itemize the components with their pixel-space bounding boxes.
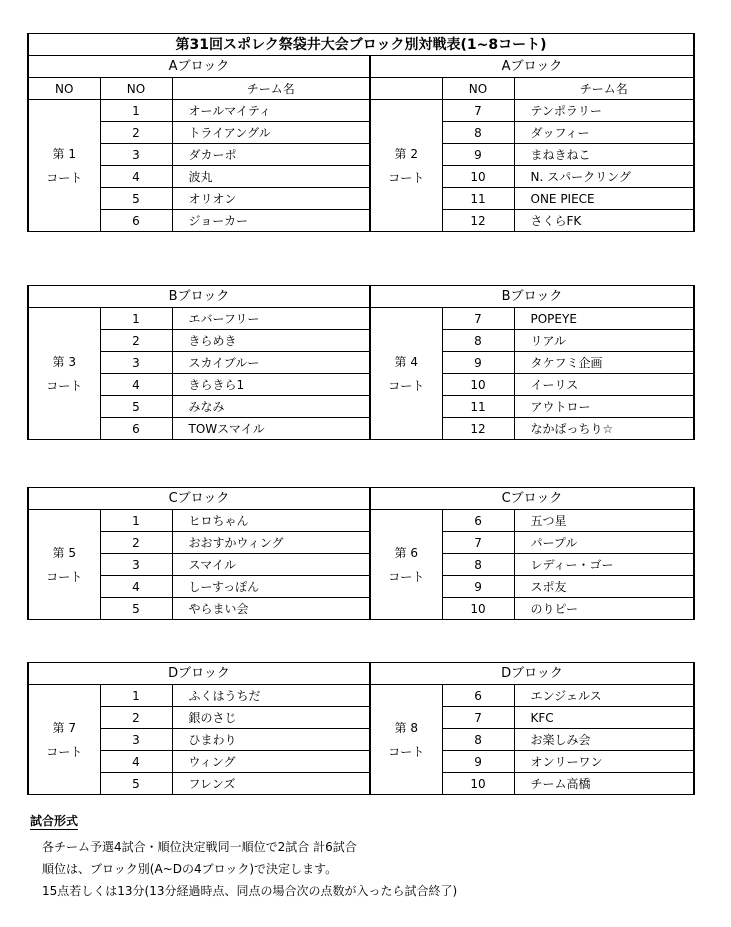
block-header: Aブロック bbox=[28, 56, 370, 78]
team-name: アウトロー bbox=[514, 396, 694, 418]
table-row bbox=[28, 510, 694, 532]
team-name: みなみ bbox=[172, 396, 370, 418]
court-label bbox=[28, 510, 100, 620]
column-header-no: NO bbox=[28, 78, 100, 100]
court-number: 第 2 bbox=[394, 146, 418, 161]
column-header-team: チーム名 bbox=[172, 78, 370, 100]
team-number: 8 bbox=[442, 122, 514, 144]
team-number: 11 bbox=[442, 188, 514, 210]
block-header: Bブロック bbox=[28, 286, 370, 308]
team-name: フレンズ bbox=[172, 773, 370, 795]
team-name: おおすかウィング bbox=[172, 532, 370, 554]
team-name: スポ友 bbox=[514, 576, 694, 598]
team-name: スカイブルー bbox=[172, 352, 370, 374]
team-name: きらきら1 bbox=[172, 374, 370, 396]
block-header: Dブロック bbox=[28, 663, 370, 685]
block-header: Dブロック bbox=[370, 663, 694, 685]
page-title: 第31回スポレク祭袋井大会ブロック別対戦表(1~8コート) bbox=[28, 34, 694, 56]
court-suffix: コート bbox=[388, 569, 425, 584]
team-number: 1 bbox=[100, 685, 172, 707]
table-row bbox=[28, 122, 694, 144]
team-number: 6 bbox=[442, 685, 514, 707]
table-row bbox=[28, 352, 694, 374]
team-name: タケフミ企画 bbox=[514, 352, 694, 374]
team-name: ひまわり bbox=[172, 729, 370, 751]
block-header: Cブロック bbox=[28, 488, 370, 510]
court-suffix: コート bbox=[46, 569, 83, 584]
team-name: まねきねこ bbox=[514, 144, 694, 166]
court-label bbox=[370, 308, 442, 440]
team-number: 10 bbox=[442, 166, 514, 188]
bracket-table-a bbox=[27, 33, 695, 232]
team-name: なかぱっちり☆ bbox=[514, 418, 694, 440]
team-number: 7 bbox=[442, 707, 514, 729]
team-name: オリオン bbox=[172, 188, 370, 210]
court-number: 第 6 bbox=[394, 545, 418, 560]
court-number: 第 3 bbox=[52, 354, 76, 369]
table-row bbox=[28, 773, 694, 795]
table-row bbox=[28, 751, 694, 773]
team-number: 4 bbox=[100, 374, 172, 396]
court-suffix: コート bbox=[388, 170, 425, 185]
table-row bbox=[28, 100, 694, 122]
block-header: Cブロック bbox=[370, 488, 694, 510]
column-header-no: NO bbox=[442, 78, 514, 100]
court-number: 第 7 bbox=[52, 720, 76, 735]
team-number: 5 bbox=[100, 396, 172, 418]
column-header-no: NO bbox=[100, 78, 172, 100]
court-number: 第 4 bbox=[394, 354, 418, 369]
court-number: 第 8 bbox=[394, 720, 418, 735]
table-row bbox=[28, 554, 694, 576]
team-name: トライアングル bbox=[172, 122, 370, 144]
team-number: 10 bbox=[442, 374, 514, 396]
team-name: TOWスマイル bbox=[172, 418, 370, 440]
team-name: イーリス bbox=[514, 374, 694, 396]
court-label bbox=[370, 685, 442, 795]
team-name: ヒロちゃん bbox=[172, 510, 370, 532]
team-number: 8 bbox=[442, 729, 514, 751]
team-name: のりピー bbox=[514, 598, 694, 620]
team-number: 3 bbox=[100, 554, 172, 576]
team-name: オンリーワン bbox=[514, 751, 694, 773]
team-number: 1 bbox=[100, 100, 172, 122]
team-number: 6 bbox=[100, 418, 172, 440]
team-number: 7 bbox=[442, 532, 514, 554]
table-row bbox=[28, 707, 694, 729]
team-number: 2 bbox=[100, 532, 172, 554]
team-number: 11 bbox=[442, 396, 514, 418]
team-name: ウィング bbox=[172, 751, 370, 773]
team-name: エバーフリー bbox=[172, 308, 370, 330]
team-name: やらまい会 bbox=[172, 598, 370, 620]
team-number: 3 bbox=[100, 352, 172, 374]
team-number: 9 bbox=[442, 352, 514, 374]
team-number: 4 bbox=[100, 576, 172, 598]
team-name: ダカーポ bbox=[172, 144, 370, 166]
team-name: チーム高橋 bbox=[514, 773, 694, 795]
team-number: 10 bbox=[442, 773, 514, 795]
table-row bbox=[28, 685, 694, 707]
team-number: 5 bbox=[100, 773, 172, 795]
team-number: 6 bbox=[100, 210, 172, 232]
team-number: 5 bbox=[100, 188, 172, 210]
team-number: 12 bbox=[442, 210, 514, 232]
table-row bbox=[28, 308, 694, 330]
team-name: 五つ星 bbox=[514, 510, 694, 532]
team-number: 5 bbox=[100, 598, 172, 620]
team-name: オールマイティ bbox=[172, 100, 370, 122]
team-name: テンポラリー bbox=[514, 100, 694, 122]
team-number: 9 bbox=[442, 576, 514, 598]
match-format-notes bbox=[30, 810, 457, 902]
table-row bbox=[28, 418, 694, 440]
notes-title: 試合形式 bbox=[30, 814, 79, 828]
table-row bbox=[28, 210, 694, 232]
court-suffix: コート bbox=[46, 170, 83, 185]
court-label bbox=[370, 510, 442, 620]
team-number: 8 bbox=[442, 330, 514, 352]
table-row bbox=[28, 532, 694, 554]
column-header-blank bbox=[370, 78, 442, 100]
team-name: スマイル bbox=[172, 554, 370, 576]
team-name: ジョーカー bbox=[172, 210, 370, 232]
team-name: お楽しみ会 bbox=[514, 729, 694, 751]
table-row bbox=[28, 166, 694, 188]
team-number: 10 bbox=[442, 598, 514, 620]
team-number: 9 bbox=[442, 144, 514, 166]
block-header: Bブロック bbox=[370, 286, 694, 308]
table-row bbox=[28, 576, 694, 598]
table-row bbox=[28, 144, 694, 166]
team-number: 7 bbox=[442, 100, 514, 122]
team-number: 3 bbox=[100, 729, 172, 751]
court-suffix: コート bbox=[388, 744, 425, 759]
team-name: リアル bbox=[514, 330, 694, 352]
team-name: きらめき bbox=[172, 330, 370, 352]
team-name: パープル bbox=[514, 532, 694, 554]
team-number: 4 bbox=[100, 751, 172, 773]
team-name: ダッフィー bbox=[514, 122, 694, 144]
team-number: 3 bbox=[100, 144, 172, 166]
court-suffix: コート bbox=[46, 378, 83, 393]
team-name: さくらFK bbox=[514, 210, 694, 232]
court-number: 第 1 bbox=[52, 146, 76, 161]
table-row bbox=[28, 729, 694, 751]
team-name: N. スパークリング bbox=[514, 166, 694, 188]
bracket-table-d bbox=[27, 662, 695, 795]
court-label bbox=[370, 100, 442, 232]
bracket-table-c bbox=[27, 487, 695, 620]
team-name: レディー・ゴー bbox=[514, 554, 694, 576]
team-number: 1 bbox=[100, 308, 172, 330]
table-row bbox=[28, 374, 694, 396]
table-row bbox=[28, 330, 694, 352]
team-number: 7 bbox=[442, 308, 514, 330]
team-name: しーすっぽん bbox=[172, 576, 370, 598]
team-name: ふくはうちだ bbox=[172, 685, 370, 707]
team-name: 波丸 bbox=[172, 166, 370, 188]
table-row bbox=[28, 396, 694, 418]
team-name: ONE PIECE bbox=[514, 188, 694, 210]
court-label bbox=[28, 100, 100, 232]
bracket-table-b bbox=[27, 285, 695, 440]
team-number: 9 bbox=[442, 751, 514, 773]
notes-line: 各チーム予選4試合・順位決定戦同一順位で2試合 計6試合 bbox=[42, 840, 357, 854]
court-suffix: コート bbox=[388, 378, 425, 393]
team-number: 12 bbox=[442, 418, 514, 440]
team-name: KFC bbox=[514, 707, 694, 729]
team-number: 6 bbox=[442, 510, 514, 532]
team-number: 2 bbox=[100, 707, 172, 729]
team-name: エンジェルス bbox=[514, 685, 694, 707]
team-number: 4 bbox=[100, 166, 172, 188]
court-suffix: コート bbox=[46, 744, 83, 759]
court-number: 第 5 bbox=[52, 545, 76, 560]
team-number: 2 bbox=[100, 122, 172, 144]
block-header: Aブロック bbox=[370, 56, 694, 78]
court-label bbox=[28, 308, 100, 440]
team-number: 2 bbox=[100, 330, 172, 352]
notes-line: 15点若しくは13分(13分経過時点、同点の場合次の点数が入ったら試合終了) bbox=[42, 884, 458, 898]
team-name: POPEYE bbox=[514, 308, 694, 330]
table-row bbox=[28, 598, 694, 620]
team-name: 銀のさじ bbox=[172, 707, 370, 729]
table-row bbox=[28, 188, 694, 210]
column-header-team: チーム名 bbox=[514, 78, 694, 100]
notes-line: 順位は、ブロック別(A~Dの4ブロック)で決定します。 bbox=[42, 862, 338, 876]
team-number: 1 bbox=[100, 510, 172, 532]
team-number: 8 bbox=[442, 554, 514, 576]
court-label bbox=[28, 685, 100, 795]
